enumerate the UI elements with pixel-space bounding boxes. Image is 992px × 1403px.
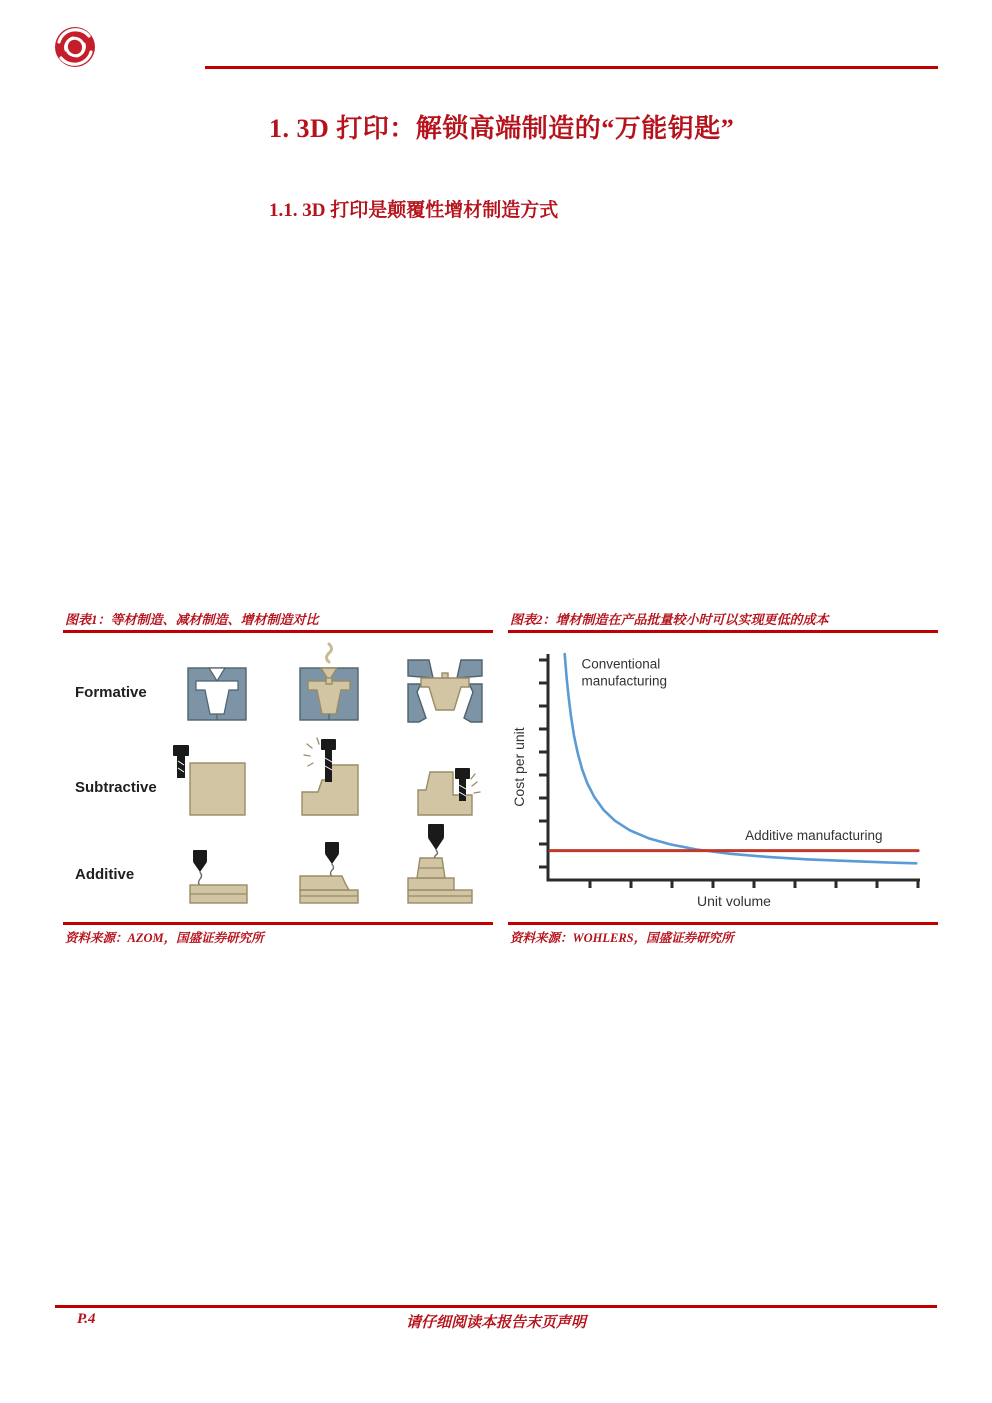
row-label-subtractive: Subtractive bbox=[75, 779, 157, 796]
figure2 bbox=[508, 608, 938, 953]
figure1-caption: 图表1：等材制造、减材制造、增材制造对比 bbox=[65, 612, 319, 627]
mold-filled-icon bbox=[300, 644, 358, 720]
chart-annotation: manufacturing bbox=[581, 673, 668, 689]
figure2-image bbox=[508, 638, 938, 922]
row-label-additive: Additive bbox=[75, 866, 135, 883]
block-shaped-icon bbox=[418, 768, 480, 815]
figure1-bottom-rule bbox=[63, 922, 493, 925]
page-number: P.4 bbox=[77, 1311, 96, 1327]
figure2-caption: 图表2：增材制造在产品批量较小时可以实现更低的成本 bbox=[510, 612, 829, 627]
figure1 bbox=[63, 608, 493, 953]
block-partially-cut-icon bbox=[302, 738, 358, 815]
mold-closed-empty-icon bbox=[188, 668, 246, 720]
footer-disclaimer: 请仔细阅读本报告末页声明 bbox=[405, 1315, 586, 1331]
guosheng-logo-icon bbox=[53, 24, 97, 70]
block-uncut-icon bbox=[190, 763, 245, 815]
chart-annotation: Additive manufacturing bbox=[745, 827, 883, 843]
chart-annotation: Conventional bbox=[581, 656, 661, 672]
print-layer2-icon bbox=[300, 842, 358, 903]
section-title: 1. 3D 打印：解锁高端制造的“万能钥匙” bbox=[269, 114, 735, 143]
cost-volume-chart-svg bbox=[508, 638, 938, 922]
figure2-bottom-rule bbox=[508, 922, 938, 925]
header-rule bbox=[205, 66, 938, 69]
figure1-image bbox=[63, 638, 493, 922]
figure2-caption-rule bbox=[508, 630, 938, 633]
y-axis-label: Cost per unit bbox=[511, 727, 527, 807]
x-axis-label: Unit volume bbox=[697, 893, 771, 909]
row-label-formative: Formative bbox=[75, 684, 147, 701]
figure1-caption-rule bbox=[63, 630, 493, 633]
figure1-source: 资料来源：AZOM，国盛证券研究所 bbox=[65, 931, 264, 945]
subsection-title: 1.1. 3D 打印是颠覆性增材制造方式 bbox=[269, 200, 559, 221]
print-layer1-icon bbox=[190, 850, 247, 903]
footer-rule bbox=[55, 1305, 937, 1308]
figure2-source: 资料来源：WOHLERS，国盛证券研究所 bbox=[510, 931, 734, 945]
drill-icon bbox=[173, 745, 189, 778]
print-layer3-icon bbox=[408, 824, 472, 903]
mold-open-part-icon bbox=[408, 660, 482, 722]
